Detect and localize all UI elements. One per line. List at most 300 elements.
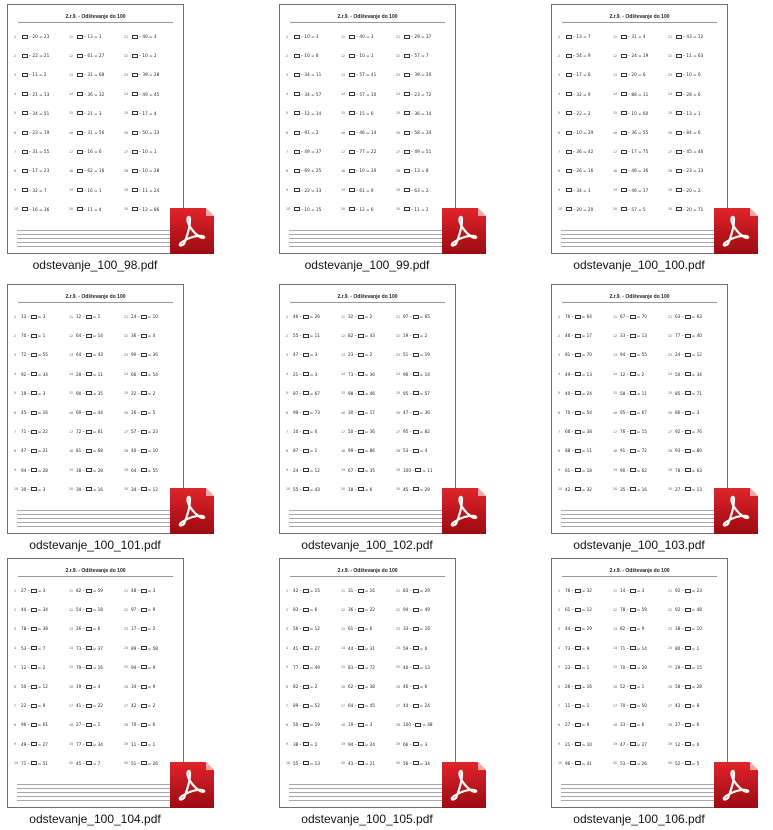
file-name-label[interactable]: odstevanje_100_104.pdf (29, 812, 161, 826)
task-number: 29 (396, 468, 401, 473)
task-item (286, 53, 341, 58)
task-item (668, 130, 723, 135)
task-row (14, 715, 179, 734)
task-minuend: 72 – (76, 429, 85, 435)
task-item (14, 34, 69, 39)
task-item (14, 352, 69, 357)
answer-box (630, 608, 636, 612)
file-item[interactable] (544, 0, 764, 275)
task-minuend: 71 – (620, 645, 629, 651)
file-item[interactable] (544, 554, 764, 829)
task-item (613, 448, 668, 453)
answer-box (132, 131, 138, 135)
answer-box (141, 589, 147, 593)
task-expression: – 22 = 2 (573, 110, 591, 116)
task-item (124, 703, 179, 708)
task-minuend: 50 – (21, 684, 30, 690)
task-expression: = 29 (419, 588, 430, 594)
answer-box (141, 704, 147, 708)
task-number: 22 (124, 607, 129, 612)
task-item (14, 168, 69, 173)
task-expression: – 84 = 0 (683, 130, 701, 136)
task-expression: = 36 (147, 352, 158, 358)
task-number: 3 (558, 72, 561, 77)
task-item (69, 761, 124, 766)
task-number: 3 (14, 72, 17, 77)
task-minuend: 67 – (620, 314, 629, 320)
task-expression: = 1 (147, 741, 156, 747)
document-thumbnail (7, 284, 184, 534)
answer-box (685, 372, 691, 376)
task-item (613, 352, 668, 357)
task-minuend: 77 – (293, 664, 302, 670)
answer-box (621, 111, 627, 115)
answer-box (303, 430, 309, 434)
task-number: 1 (558, 314, 561, 319)
task-item (69, 448, 124, 453)
answer-box (413, 608, 419, 612)
task-expression: = 0 (309, 429, 318, 435)
task-expression: = 6 (691, 722, 700, 728)
answer-box (86, 761, 92, 765)
task-item (14, 607, 69, 612)
answer-box (621, 35, 627, 39)
task-expression: = 34 (92, 741, 103, 747)
file-item[interactable] (272, 0, 492, 275)
task-number: 12 (613, 53, 618, 58)
answer-box (685, 353, 691, 357)
task-item (558, 588, 613, 593)
task-expression: – 31 = 56 (84, 130, 105, 136)
task-number: 6 (14, 130, 17, 135)
task-number: 27 (396, 429, 401, 434)
task-number: 10 (558, 487, 563, 492)
answer-box (358, 589, 364, 593)
task-expression: = 14 (419, 371, 430, 377)
answer-box (303, 627, 309, 631)
answer-box (294, 207, 300, 211)
file-item[interactable] (272, 554, 492, 829)
task-minuend: 97 – (403, 314, 412, 320)
task-item (286, 72, 341, 77)
answer-box (358, 608, 364, 612)
task-number: 8 (286, 722, 289, 727)
task-expression: = 2 (147, 703, 156, 709)
task-expression: – 13 = 7 (573, 34, 591, 40)
answer-box (358, 353, 364, 357)
task-row (286, 181, 451, 200)
answer-box (141, 391, 147, 395)
task-minuend: 47 – (21, 448, 30, 454)
thumbnail-footer-text (561, 800, 718, 801)
answer-box (31, 334, 37, 338)
task-item (341, 607, 396, 612)
file-name-label[interactable]: odstevanje_100_99.pdf (304, 258, 430, 272)
thumbnail-footer-text (289, 518, 446, 519)
task-expression: = 1 (691, 645, 700, 651)
task-minuend: 26 – (565, 684, 574, 690)
answer-box (358, 315, 364, 319)
task-item (286, 607, 341, 612)
task-number: 18 (341, 722, 346, 727)
answer-box (413, 487, 419, 491)
task-row (14, 345, 179, 364)
pdf-file-icon (170, 208, 214, 254)
task-minuend: 28 – (76, 371, 85, 377)
answer-box (86, 487, 92, 491)
task-number: 16 (69, 684, 74, 689)
task-number: 3 (558, 626, 561, 631)
thumbnail-footer-text (561, 796, 718, 797)
task-number: 27 (668, 149, 673, 154)
file-name-label[interactable]: odstevanje_100_101.pdf (29, 538, 161, 552)
task-number: 8 (14, 448, 17, 453)
task-number: 8 (558, 722, 561, 727)
task-number: 24 (124, 646, 129, 651)
task-expression: = 13 (636, 333, 647, 339)
thumbnail-footer-text (17, 238, 174, 239)
task-number: 9 (14, 188, 17, 193)
task-number: 8 (286, 448, 289, 453)
task-minuend: 96 – (403, 371, 412, 377)
task-number: 27 (124, 703, 129, 708)
task-item (668, 352, 723, 357)
task-expression: = 6 (309, 607, 318, 613)
answer-box (566, 131, 572, 135)
pdf-file-icon (714, 208, 758, 254)
answer-box (575, 761, 581, 765)
task-number: 28 (396, 722, 401, 727)
task-minuend: 55 – (293, 760, 302, 766)
task-number: 14 (341, 372, 346, 377)
task-expression: = 48 (691, 607, 702, 613)
file-item[interactable] (544, 280, 764, 555)
task-expression: = 27 (37, 741, 48, 747)
answer-box (31, 742, 37, 746)
answer-box (141, 449, 147, 453)
task-item (613, 487, 668, 492)
task-expression: = 9 (147, 607, 156, 613)
task-expression: = 55 (636, 352, 647, 358)
task-number: 12 (69, 607, 74, 612)
task-item (558, 429, 613, 434)
file-item[interactable] (0, 554, 220, 829)
task-row (558, 715, 723, 734)
task-expression: = 10 (581, 741, 592, 747)
answer-box (31, 391, 37, 395)
task-expression: – 28 = 6 (683, 91, 701, 97)
task-item (69, 72, 124, 77)
task-minuend: 33 – (620, 333, 629, 339)
task-expression: = 3 (147, 588, 156, 594)
task-minuend: 27 – (565, 722, 574, 728)
answer-box (413, 685, 419, 689)
answer-box (621, 131, 627, 135)
task-item (14, 207, 69, 212)
task-number: 29 (668, 468, 673, 473)
answer-box (141, 646, 147, 650)
task-item (613, 703, 668, 708)
task-number: 7 (286, 149, 289, 154)
answer-box (141, 411, 147, 415)
task-number: 12 (341, 333, 346, 338)
file-item[interactable] (0, 0, 220, 275)
task-item (558, 468, 613, 473)
task-expression: = 32 (581, 588, 592, 594)
task-item (558, 626, 613, 631)
task-number: 30 (124, 487, 129, 492)
thumbnail-footer-text (289, 784, 446, 785)
task-number: 25 (668, 111, 673, 116)
answer-box (676, 73, 682, 77)
task-number: 27 (396, 703, 401, 708)
answer-box (413, 589, 419, 593)
answer-box (132, 150, 138, 154)
task-number: 5 (286, 665, 289, 670)
task-item (69, 646, 124, 651)
task-row (558, 735, 723, 754)
task-item (668, 665, 723, 670)
answer-box (303, 411, 309, 415)
task-expression: – 49 = 45 (139, 91, 160, 97)
task-expression: – 57 = 5 (628, 206, 646, 212)
task-expression: = 40 (691, 333, 702, 339)
thumbnail-footer-text (17, 234, 174, 235)
task-number: 30 (396, 487, 401, 492)
task-expression: = 22 (37, 429, 48, 435)
thumbnail-title: 2.r.9. - Odštevanje do 100 (65, 568, 126, 574)
task-expression: – 45 = 40 (683, 149, 704, 155)
task-number: 30 (668, 207, 673, 212)
task-row (558, 46, 723, 65)
task-list (286, 581, 451, 773)
task-number: 24 (396, 92, 401, 97)
task-minuend: 81 – (76, 448, 85, 454)
task-number: 29 (668, 742, 673, 747)
task-row (286, 639, 451, 658)
answer-box (294, 54, 300, 58)
task-item (613, 626, 668, 631)
task-minuend: 82 – (620, 626, 629, 632)
pdf-file-icon (442, 762, 486, 808)
task-number: 17 (69, 149, 74, 154)
answer-box (413, 334, 419, 338)
task-number: 27 (668, 703, 673, 708)
task-number: 16 (341, 410, 346, 415)
task-expression: – 34 = 57 (301, 91, 322, 97)
task-item (14, 372, 69, 377)
thumbnail-footer-text (289, 522, 446, 523)
task-item (668, 168, 723, 173)
task-row (286, 715, 451, 734)
task-minuend: 43 – (675, 703, 684, 709)
answer-box (31, 589, 37, 593)
answer-box (132, 54, 138, 58)
task-item (613, 588, 668, 593)
task-expression: = 7 (92, 760, 101, 766)
task-item (124, 149, 179, 154)
task-number: 30 (396, 761, 401, 766)
task-item (668, 588, 723, 593)
answer-box (621, 73, 627, 77)
task-item (341, 703, 396, 708)
task-expression: = 3 (691, 410, 700, 416)
task-minuend: 36 – (131, 333, 140, 339)
file-name-label[interactable]: odstevanje_100_106.pdf (573, 812, 705, 826)
task-minuend: 31 – (348, 588, 357, 594)
task-expression: = 11 (581, 448, 592, 454)
task-row (286, 696, 451, 715)
task-expression: = 38 (364, 684, 375, 690)
answer-box (303, 372, 309, 376)
task-expression: – 17 = 23 (29, 168, 50, 174)
task-minuend: 11 – (131, 741, 140, 747)
task-number: 3 (558, 352, 561, 357)
task-number: 7 (558, 429, 561, 434)
task-expression: = 44 (92, 410, 103, 416)
answer-box (31, 646, 37, 650)
task-item (286, 448, 341, 453)
answer-box (413, 353, 419, 357)
answer-box (566, 111, 572, 115)
file-name-label[interactable]: odstevanje_100_98.pdf (32, 258, 158, 272)
task-expression: – 62 = 16 (84, 168, 105, 174)
task-item (558, 53, 613, 58)
answer-box (685, 487, 691, 491)
task-expression: = 24 (581, 390, 592, 396)
answer-box (349, 111, 355, 115)
pdf-file-icon (714, 762, 758, 808)
answer-box (31, 665, 37, 669)
task-number: 26 (124, 684, 129, 689)
answer-box (404, 131, 410, 135)
task-expression: = 45 (364, 703, 375, 709)
task-number: 4 (14, 646, 17, 651)
task-number: 10 (14, 207, 19, 212)
task-item (69, 53, 124, 58)
task-number: 25 (396, 665, 401, 670)
task-expression: – 20 = 20 (573, 206, 594, 212)
task-number: 15 (69, 665, 74, 670)
task-minuend: 92 – (675, 588, 684, 594)
task-number: 17 (341, 429, 346, 434)
task-expression: = 28 (691, 684, 702, 690)
task-minuend: 56 – (403, 760, 412, 766)
task-number: 21 (668, 588, 673, 593)
task-number: 4 (286, 372, 289, 377)
task-number: 12 (613, 333, 618, 338)
task-expression: – 24 = 19 (628, 53, 649, 59)
task-expression: – 10 = 3 (301, 34, 319, 40)
answer-box (358, 430, 364, 434)
task-list (286, 27, 451, 219)
task-expression: – 88 = 11 (628, 91, 649, 97)
file-name-label[interactable]: odstevanje_100_102.pdf (301, 538, 433, 552)
task-expression: – 61 = 9 (356, 187, 374, 193)
task-expression: = 49 (419, 607, 430, 613)
task-item (69, 607, 124, 612)
task-item (613, 111, 668, 116)
task-item (341, 410, 396, 415)
task-number: 12 (69, 333, 74, 338)
task-row (14, 639, 179, 658)
thumbnail-footer-text (289, 788, 446, 789)
thumbnail-footer-text (289, 238, 446, 239)
answer-box (141, 608, 147, 612)
file-name-label[interactable]: odstevanje_100_105.pdf (301, 812, 433, 826)
task-item (69, 314, 124, 319)
task-expression: = 9 (581, 645, 590, 651)
task-expression: = 17 (581, 333, 592, 339)
task-item (69, 207, 124, 212)
task-item (341, 352, 396, 357)
task-item (558, 448, 613, 453)
task-number: 15 (613, 111, 618, 116)
answer-box (77, 54, 83, 58)
task-minuend: 35 – (620, 486, 629, 492)
task-number: 23 (124, 352, 129, 357)
task-row (286, 422, 451, 441)
task-minuend: 46 – (565, 333, 574, 339)
answer-box (575, 608, 581, 612)
task-minuend: 21 – (293, 371, 302, 377)
file-item[interactable] (272, 280, 492, 555)
answer-box (404, 207, 410, 211)
answer-box (358, 742, 364, 746)
task-expression: = 3 (37, 314, 46, 320)
task-minuend: 95 – (403, 429, 412, 435)
task-expression: = 49 (309, 664, 320, 670)
task-minuend: 11 – (565, 703, 574, 709)
answer-box (404, 111, 410, 115)
file-name-label[interactable]: odstevanje_100_100.pdf (573, 258, 705, 272)
answer-box (685, 589, 691, 593)
task-number: 3 (14, 352, 17, 357)
task-expression: = 61 (92, 429, 103, 435)
answer-box (575, 723, 581, 727)
answer-box (77, 131, 83, 135)
task-number: 13 (69, 626, 74, 631)
task-item (69, 626, 124, 631)
task-expression: = 9 (37, 703, 46, 709)
answer-box (141, 761, 147, 765)
task-expression: – 10 = 29 (573, 130, 594, 136)
answer-box (676, 131, 682, 135)
task-expression: – 40 = 3 (356, 34, 374, 40)
answer-box (358, 761, 364, 765)
file-name-label[interactable]: odstevanje_100_103.pdf (573, 538, 705, 552)
task-expression: = 80 (691, 448, 702, 454)
thumbnail-footer-text (17, 246, 174, 247)
task-minuend: 27 – (675, 486, 684, 492)
task-expression: = 28 (37, 467, 48, 473)
task-expression: = 13 (691, 486, 702, 492)
task-number: 5 (14, 391, 17, 396)
task-item (124, 372, 179, 377)
task-item (613, 761, 668, 766)
task-item (396, 53, 451, 58)
task-number: 9 (286, 188, 289, 193)
task-minuend: 48 – (131, 588, 140, 594)
task-row (558, 345, 723, 364)
task-item (14, 188, 69, 193)
file-item[interactable] (0, 280, 220, 555)
task-expression: = 13 (419, 664, 430, 670)
task-number: 6 (558, 410, 561, 415)
task-row (558, 384, 723, 403)
task-number: 10 (286, 207, 291, 212)
thumbnail-rule (290, 576, 445, 577)
